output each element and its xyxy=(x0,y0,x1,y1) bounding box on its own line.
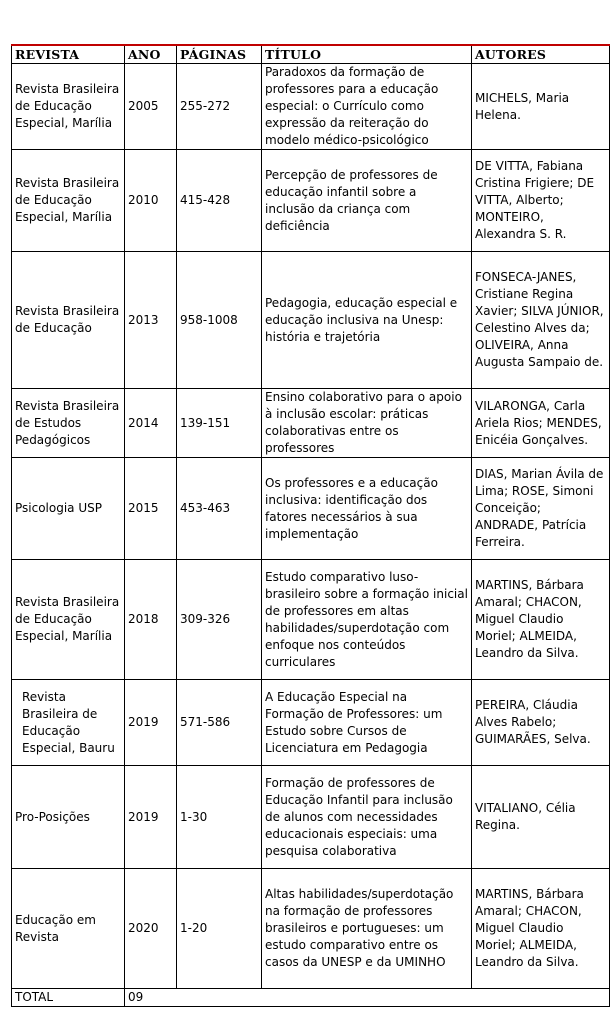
header-titulo: TÍTULO xyxy=(262,45,472,64)
cell-ano: 2014 xyxy=(125,389,177,458)
cell-autores: MARTINS, Bárbara Amaral; CHACON, Miguel Claudio Moriel; ALMEIDA, Leandro da Silva. xyxy=(472,869,610,989)
header-paginas: PÁGINAS xyxy=(177,45,262,64)
publications-table-container xyxy=(11,44,609,1007)
cell-autores: DE VITTA, Fabiana Cristina Frigiere; DE VITTA, Alberto; MONTEIRO, Alexandra S. R. xyxy=(472,150,610,252)
cell-paginas: 139-151 xyxy=(177,389,262,458)
cell-titulo: A Educação Especial na Formação de Professores: um Estudo sobre Cursos de Licenciatura em Pedagogia xyxy=(262,680,472,766)
cell-ano: 2010 xyxy=(125,150,177,252)
table-row xyxy=(12,458,610,560)
cell-revista: Revista Brasileira de Educação Especial, Marília xyxy=(12,150,125,252)
header-ano: ANO xyxy=(125,45,177,64)
total-value: 09 xyxy=(125,989,610,1007)
cell-revista: Pro-Posições xyxy=(12,766,125,869)
cell-paginas: 1-20 xyxy=(177,869,262,989)
cell-titulo: Paradoxos da formação de professores para a educação especial: o Currículo como expressão da reiteração do modelo médico-psicológico xyxy=(262,64,472,150)
cell-paginas: 453-463 xyxy=(177,458,262,560)
cell-autores: FONSECA-JANES, Cristiane Regina Xavier; SILVA JÚNIOR, Celestino Alves da; OLIVEIRA, Anna Augusta Sampaio de. xyxy=(472,252,610,389)
cell-paginas: 571-586 xyxy=(177,680,262,766)
total-label: TOTAL xyxy=(12,989,125,1007)
cell-paginas: 1-30 xyxy=(177,766,262,869)
cell-autores: MARTINS, Bárbara Amaral; CHACON, Miguel Claudio Moriel; ALMEIDA, Leandro da Silva. xyxy=(472,560,610,680)
cell-revista: Revista Brasileira de Educação Especial, Marília xyxy=(12,64,125,150)
table-row xyxy=(12,64,610,150)
cell-paginas: 309-326 xyxy=(177,560,262,680)
cell-titulo: Os professores e a educação inclusiva: identificação dos fatores necessários à sua implementação xyxy=(262,458,472,560)
cell-revista: Revista Brasileira de Educação Especial, Marília xyxy=(12,560,125,680)
total-row xyxy=(12,989,610,1007)
cell-paginas: 958-1008 xyxy=(177,252,262,389)
header-row xyxy=(12,45,610,64)
header-revista: REVISTA xyxy=(12,45,125,64)
cell-titulo: Pedagogia, educação especial e educação inclusiva na Unesp: história e trajetória xyxy=(262,252,472,389)
table-row xyxy=(12,560,610,680)
cell-revista: Revista Brasileira de Educação xyxy=(12,252,125,389)
cell-revista: Revista Brasileira de Estudos Pedagógicos xyxy=(12,389,125,458)
cell-ano: 2015 xyxy=(125,458,177,560)
cell-revista: Psicologia USP xyxy=(12,458,125,560)
cell-autores: VILARONGA, Carla Ariela Rios; MENDES, Enicéia Gonçalves. xyxy=(472,389,610,458)
cell-ano: 2019 xyxy=(125,766,177,869)
cell-titulo: Formação de professores de Educação Infantil para inclusão de alunos com necessidades educacionais especiais: uma pesquisa colaborativa xyxy=(262,766,472,869)
cell-titulo: Estudo comparativo luso-brasileiro sobre a formação inicial de professores em altas habilidades/superdotação com enfoque nos conteúdos curriculares xyxy=(262,560,472,680)
cell-ano: 2005 xyxy=(125,64,177,150)
cell-titulo: Altas habilidades/superdotação na formação de professores brasileiros e portugueses: um estudo comparativo entre os casos da UNESP e da UMINHO xyxy=(262,869,472,989)
table-row xyxy=(12,869,610,989)
table-row xyxy=(12,766,610,869)
cell-revista: Educação em Revista xyxy=(12,869,125,989)
cell-autores: VITALIANO, Célia Regina. xyxy=(472,766,610,869)
cell-titulo: Percepção de professores de educação infantil sobre a inclusão da criança com deficiência xyxy=(262,150,472,252)
publications-table xyxy=(11,44,610,1007)
table-row xyxy=(12,680,610,766)
table-row xyxy=(12,150,610,252)
table-row xyxy=(12,389,610,458)
cell-ano: 2020 xyxy=(125,869,177,989)
cell-ano: 2018 xyxy=(125,560,177,680)
table-row xyxy=(12,252,610,389)
cell-autores: MICHELS, Maria Helena. xyxy=(472,64,610,150)
cell-autores: PEREIRA, Cláudia Alves Rabelo; GUIMARÃES, Selva. xyxy=(472,680,610,766)
cell-paginas: 415-428 xyxy=(177,150,262,252)
cell-autores: DIAS, Marian Ávila de Lima; ROSE, Simoni Conceição; ANDRADE, Patrícia Ferreira. xyxy=(472,458,610,560)
cell-titulo: Ensino colaborativo para o apoio à inclusão escolar: práticas colaborativas entre os professores xyxy=(262,389,472,458)
cell-ano: 2019 xyxy=(125,680,177,766)
cell-ano: 2013 xyxy=(125,252,177,389)
cell-revista: Revista Brasileira de Educação Especial, Bauru xyxy=(12,680,125,766)
cell-paginas: 255-272 xyxy=(177,64,262,150)
header-autores: AUTORES xyxy=(472,45,610,64)
